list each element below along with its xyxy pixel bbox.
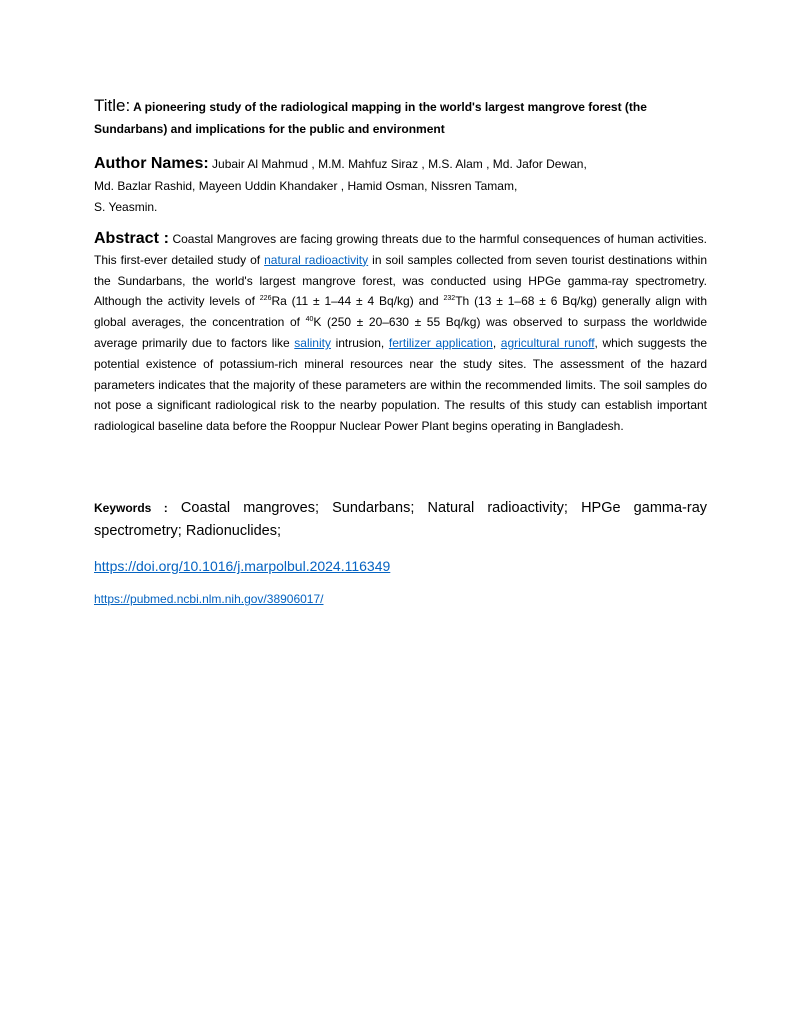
abstract-text: in soil samples collected from seven tourist destinations within the Sundarbans, the world's largest mangrove forest, was conducted using HPGe gamma-ray spectrometry. Although the activity levels of [94,252,708,309]
keywords-label: Keywords : [94,501,168,515]
title-label: Title [94,96,126,115]
ra-isotope-superscript: 226 [259,295,272,303]
document-page [94,0,707,1035]
authors-line-1: Jubair Al Mahmud , M.M. Mahfuz Siraz , M.S. Alam , Md. Jafor Dewan, [208,157,587,171]
authors-section [94,153,707,219]
abstract-text: Th (13 ± 1–68 ± 6 Bq/kg) generally align with global averages, the concentration of [94,294,707,330]
th-isotope-superscript: 232 [443,295,456,303]
keywords-text: Coastal mangroves; Sundarbans; Natural radioactivity; HPGe gamma-ray spectrometry; Radionuclides; [94,500,708,539]
pubmed-link[interactable]: https://pubmed.ncbi.nlm.nih.gov/38906017/ [94,592,324,606]
paper-title: A pioneering study of the radiological mapping in the world's largest mangrove forest (the Sundarbans) and implications for the public and environment [94,100,647,136]
abstract-label: Abstract : [94,230,169,247]
authors-line-3: S. Yeasmin. [94,200,158,214]
fertilizer-application-link[interactable]: fertilizer application [388,335,493,350]
title-section [94,95,707,140]
abstract-text: intrusion, [330,335,389,350]
authors-line-2: Md. Bazlar Rashid, Mayeen Uddin Khandaker , Hamid Osman, Nissren Tamam, [94,178,518,193]
doi-link[interactable]: https://doi.org/10.1016/j.marpolbul.2024.116349 [94,558,391,574]
abstract-text: Coastal Mangroves are facing growing threats due to the harmful consequences of human activities. This first-ever detailed study of [94,232,707,267]
k-isotope-superscript: 40 [305,316,314,324]
abstract-text: K (250 ± 20–630 ± 55 Bq/kg) was observed to surpass the worldwide average primarily due to factors like [94,315,707,350]
salinity-link[interactable]: salinity [294,335,331,350]
abstract-text: Ra (11 ± 1–44 ± 4 Bq/kg) and [271,294,444,309]
agricultural-runoff-link[interactable]: agricultural runoff [500,335,595,350]
title-colon: : [125,96,131,115]
abstract-section [94,229,707,437]
abstract-text: , [492,335,501,350]
abstract-text: , which suggests the potential existence of potassium-rich mineral resources near the study sites. The assessment of the hazard parameters indicates that the majority of these parameters are within the recommended limits. The soil samples do not pose a significant radiological risk to the nearby population. The results of this study can establish important radiological baseline data before the Rooppur Nuclear Power Plant begins operating in Bangladesh. [94,335,708,434]
natural-radioactivity-link[interactable]: natural radioactivity [264,252,369,267]
keywords-section [94,497,707,543]
authors-label: Author Names: [94,155,209,172]
